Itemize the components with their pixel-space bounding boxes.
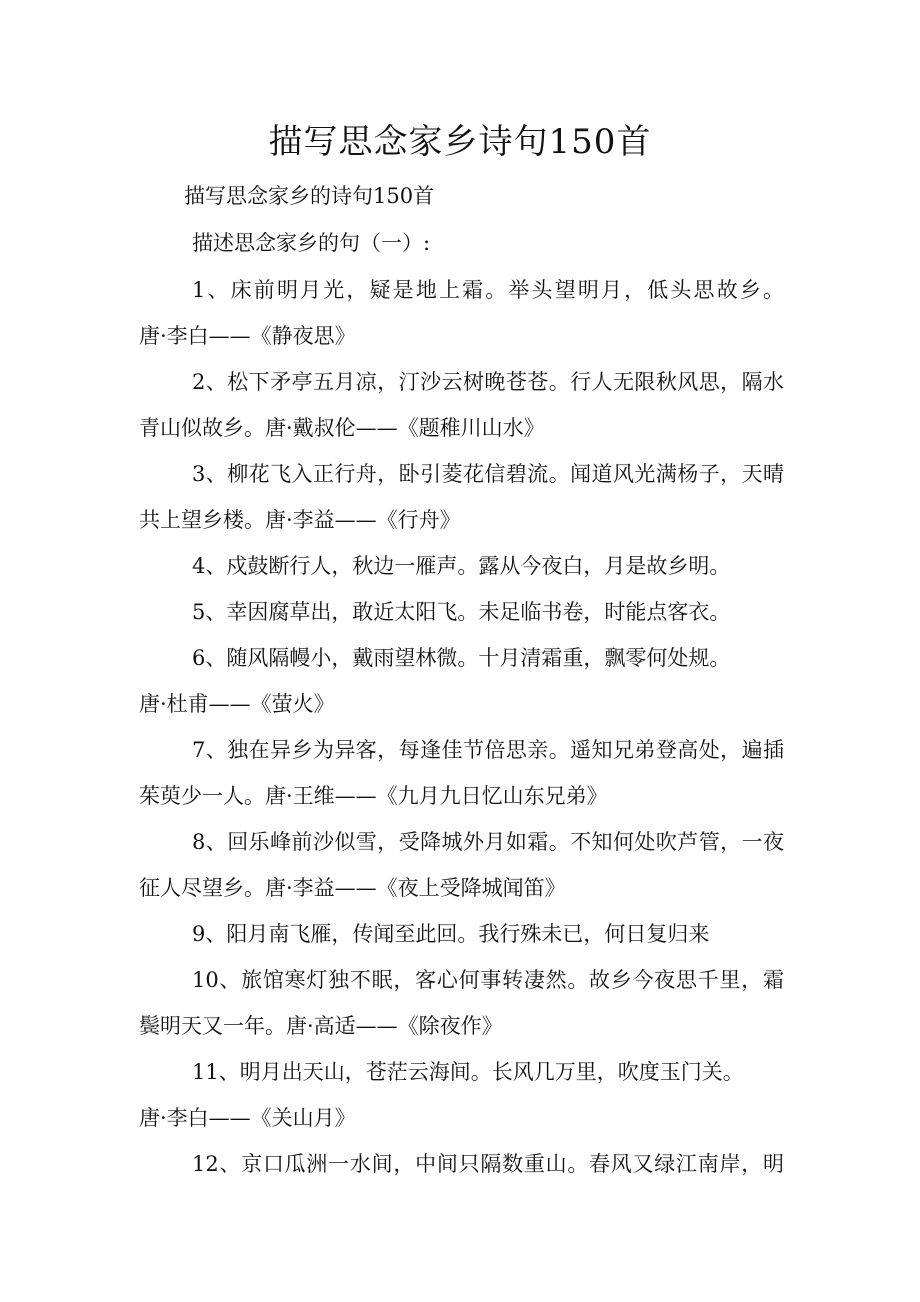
text-line: 8、回乐峰前沙似雪，受降城外月如霜。不知何处吹芦管，一夜	[192, 830, 784, 854]
text-line: 茱萸少一人。唐·王维——《九月九日忆山东兄弟》	[139, 784, 608, 808]
text-line: 5、幸因腐草出，敢近太阳飞。未足临书卷，时能点客衣。	[192, 600, 731, 624]
text-line: 10、旅馆寒灯独不眠，客心何事转凄然。故乡今夜思千里，霜	[192, 968, 784, 992]
text-line: 共上望乡楼。唐·李益——《行舟》	[139, 508, 461, 532]
text-line: 唐·杜甫——《萤火》	[139, 692, 335, 716]
text-line: 1、床前明月光，疑是地上霜。举头望明月，低头思故乡。	[192, 278, 784, 302]
text-line: 唐·李白——《静夜思》	[139, 324, 356, 348]
text-line: 青山似故乡。唐·戴叔伦——《题稚川山水》	[139, 416, 545, 440]
text-line: 12、京口瓜洲一水间，中间只隔数重山。春风又绿江南岸，明	[192, 1152, 784, 1176]
text-line: 6、随风隔幔小，戴雨望林微。十月清霜重，飘零何处规。	[192, 646, 731, 670]
text-line: 2、松下矛亭五月凉，汀沙云树晚苍苍。行人无限秋风思，隔水	[192, 370, 784, 394]
text-line: 征人尽望乡。唐·李益——《夜上受降城闻笛》	[139, 876, 566, 900]
text-line: 11、明月出天山，苍茫云海间。长风几万里，吹度玉门关。	[192, 1060, 744, 1084]
document-title: 描写思念家乡诗句150首	[268, 122, 652, 162]
document-subtitle: 描写思念家乡的诗句150首	[184, 184, 435, 208]
text-line: 7、独在异乡为异客，每逢佳节倍思亲。遥知兄弟登高处，遍插	[192, 738, 784, 762]
section-heading: 描述思念家乡的句（一）:	[192, 231, 431, 255]
text-line: 4、戍鼓断行人，秋边一雁声。露从今夜白，月是故乡明。	[192, 554, 731, 578]
text-line: 3、柳花飞入正行舟，卧引菱花信碧流。闻道风光满杨子，天晴	[192, 462, 784, 486]
text-line: 鬓明天又一年。唐·高适——《除夜作》	[139, 1014, 503, 1038]
text-line: 唐·李白——《关山月》	[139, 1106, 356, 1130]
text-line: 9、阳月南飞雁，传闻至此回。我行殊未已，何日复归来	[192, 922, 710, 946]
poem-list	[139, 267, 784, 1187]
